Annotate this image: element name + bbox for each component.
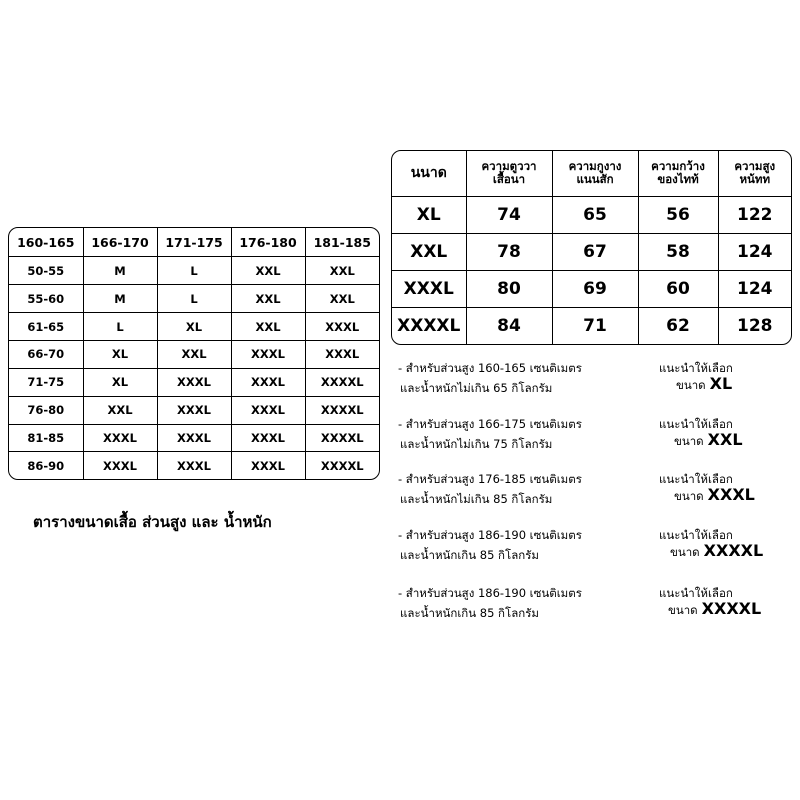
value-cell: 124 (718, 270, 791, 307)
table-row (9, 424, 379, 452)
table-row (9, 452, 379, 479)
table-row (9, 368, 379, 396)
note-line-1: - สำหรับส่วนสูง 186-190 เซนติเมตร (398, 528, 582, 542)
weight-cell: 76-80 (9, 396, 83, 424)
note-line-1: - สำหรับส่วนสูง 160-165 เซนติเมตร (398, 361, 582, 375)
size-cell: XXXL (305, 313, 379, 341)
size-cell: M (83, 285, 157, 313)
size-cell: XXXL (231, 368, 305, 396)
size-cell: XXXXL (392, 308, 466, 344)
value-cell: 65 (552, 196, 638, 233)
note-line-2: และน้ำหนักไม่เกิน 65 กิโลกรัม (400, 381, 553, 395)
weight-cell: 66-70 (9, 340, 83, 368)
weight-cell: 71-75 (9, 368, 83, 396)
size-recommendation (398, 585, 790, 629)
recommended-size: ขนาด XL (676, 374, 733, 393)
size-cell: XXXXL (305, 396, 379, 424)
size-recommendation (398, 360, 790, 404)
height-weight-size-table (8, 227, 380, 480)
size-cell: XXXL (231, 424, 305, 452)
size-cell: XXXXL (305, 368, 379, 396)
weight-cell: 55-60 (9, 285, 83, 313)
note-line-1: - สำหรับส่วนสูง 166-175 เซนติเมตร (398, 417, 582, 431)
recommended-size: ขนาด XXL (674, 430, 743, 449)
size-cell: XXXL (305, 340, 379, 368)
size-cell: M (83, 257, 157, 285)
size-cell: XXL (231, 285, 305, 313)
recommended-size: ขนาด XXXXL (670, 541, 764, 560)
size-cell: L (157, 257, 231, 285)
value-cell: 74 (466, 196, 552, 233)
recommend-label: แนะนำให้เลือก (659, 528, 733, 542)
weight-cell: 50-55 (9, 257, 83, 285)
value-cell: 122 (718, 196, 791, 233)
weight-cell: 61-65 (9, 313, 83, 341)
size-cell: XXL (392, 233, 466, 270)
measurement-table (391, 150, 792, 345)
size-cell: XXXL (231, 452, 305, 479)
value-cell: 128 (718, 308, 791, 344)
value-cell: 84 (466, 308, 552, 344)
note-line-2: และน้ำหนักไม่เกิน 75 กิโลกรัม (400, 437, 553, 451)
note-line-2: และน้ำหนักไม่เกิน 85 กิโลกรัม (400, 492, 553, 506)
table-row (392, 233, 791, 270)
weight-cell: 86-90 (9, 452, 83, 479)
size-cell: XL (392, 196, 466, 233)
weight-cell: 81-85 (9, 424, 83, 452)
column-header: ความกูงาง แนนสัก (552, 151, 638, 196)
table-header-row (9, 228, 379, 257)
size-recommendation (398, 527, 790, 571)
size-cell: L (83, 313, 157, 341)
table-header-row (392, 151, 791, 196)
chart-caption: ตารางขนาดเสื้อ ส่วนสูง และ น้ำหนัก (33, 513, 272, 531)
size-cell: XXL (231, 313, 305, 341)
note-line-1: - สำหรับส่วนสูง 176-185 เซนติเมตร (398, 472, 582, 486)
table-row (392, 196, 791, 233)
size-cell: XXXXL (305, 424, 379, 452)
column-header-size: นนาด (392, 151, 466, 196)
column-header: 166-170 (83, 228, 157, 257)
note-line-1: - สำหรับส่วนสูง 186-190 เซนติเมตร (398, 586, 582, 600)
note-line-2: และน้ำหนักเกิน 85 กิโลกรัม (400, 606, 539, 620)
size-cell: XXL (157, 340, 231, 368)
value-cell: 62 (638, 308, 718, 344)
column-header: 176-180 (231, 228, 305, 257)
size-cell: XXXXL (305, 452, 379, 479)
recommend-label: แนะนำให้เลือก (659, 361, 733, 375)
note-line-2: และน้ำหนักเกิน 85 กิโลกรัม (400, 548, 539, 562)
size-cell: L (157, 285, 231, 313)
value-cell: 67 (552, 233, 638, 270)
size-cell: XXL (231, 257, 305, 285)
column-header: ความสูง หน้ทท (718, 151, 791, 196)
recommended-size: ขนาด XXXXL (668, 599, 762, 618)
recommend-label: แนะนำให้เลือก (659, 417, 733, 431)
size-recommendation (398, 471, 790, 515)
table-row (9, 285, 379, 313)
size-cell: XXXL (157, 424, 231, 452)
table-row (9, 313, 379, 341)
size-cell: XL (83, 340, 157, 368)
size-cell: XL (157, 313, 231, 341)
size-cell: XXL (83, 396, 157, 424)
value-cell: 58 (638, 233, 718, 270)
value-cell: 124 (718, 233, 791, 270)
table-row (392, 270, 791, 307)
value-cell: 78 (466, 233, 552, 270)
recommend-label: แนะนำให้เลือก (659, 586, 733, 600)
value-cell: 80 (466, 270, 552, 307)
size-cell: XXXL (157, 396, 231, 424)
size-cell: XXXL (83, 452, 157, 479)
size-cell: XXXL (83, 424, 157, 452)
size-cell: XXXL (392, 270, 466, 307)
size-cell: XXL (305, 257, 379, 285)
value-cell: 71 (552, 308, 638, 344)
value-cell: 56 (638, 196, 718, 233)
column-header: 171-175 (157, 228, 231, 257)
column-header: ความตูววา เสื้อนา (466, 151, 552, 196)
table-row (9, 340, 379, 368)
column-header: ความกว้าง ของไทท้ (638, 151, 718, 196)
size-recommendation (398, 416, 790, 460)
value-cell: 69 (552, 270, 638, 307)
size-cell: XXXL (157, 368, 231, 396)
recommended-size: ขนาด XXXL (674, 485, 755, 504)
table-row (9, 257, 379, 285)
size-cell: XXXL (231, 396, 305, 424)
table-row (9, 396, 379, 424)
size-cell: XXL (305, 285, 379, 313)
recommend-label: แนะนำให้เลือก (659, 472, 733, 486)
size-cell: XXXL (157, 452, 231, 479)
size-cell: XL (83, 368, 157, 396)
value-cell: 60 (638, 270, 718, 307)
column-header: 160-165 (9, 228, 83, 257)
table-row (392, 308, 791, 344)
column-header: 181-185 (305, 228, 379, 257)
size-cell: XXXL (231, 340, 305, 368)
